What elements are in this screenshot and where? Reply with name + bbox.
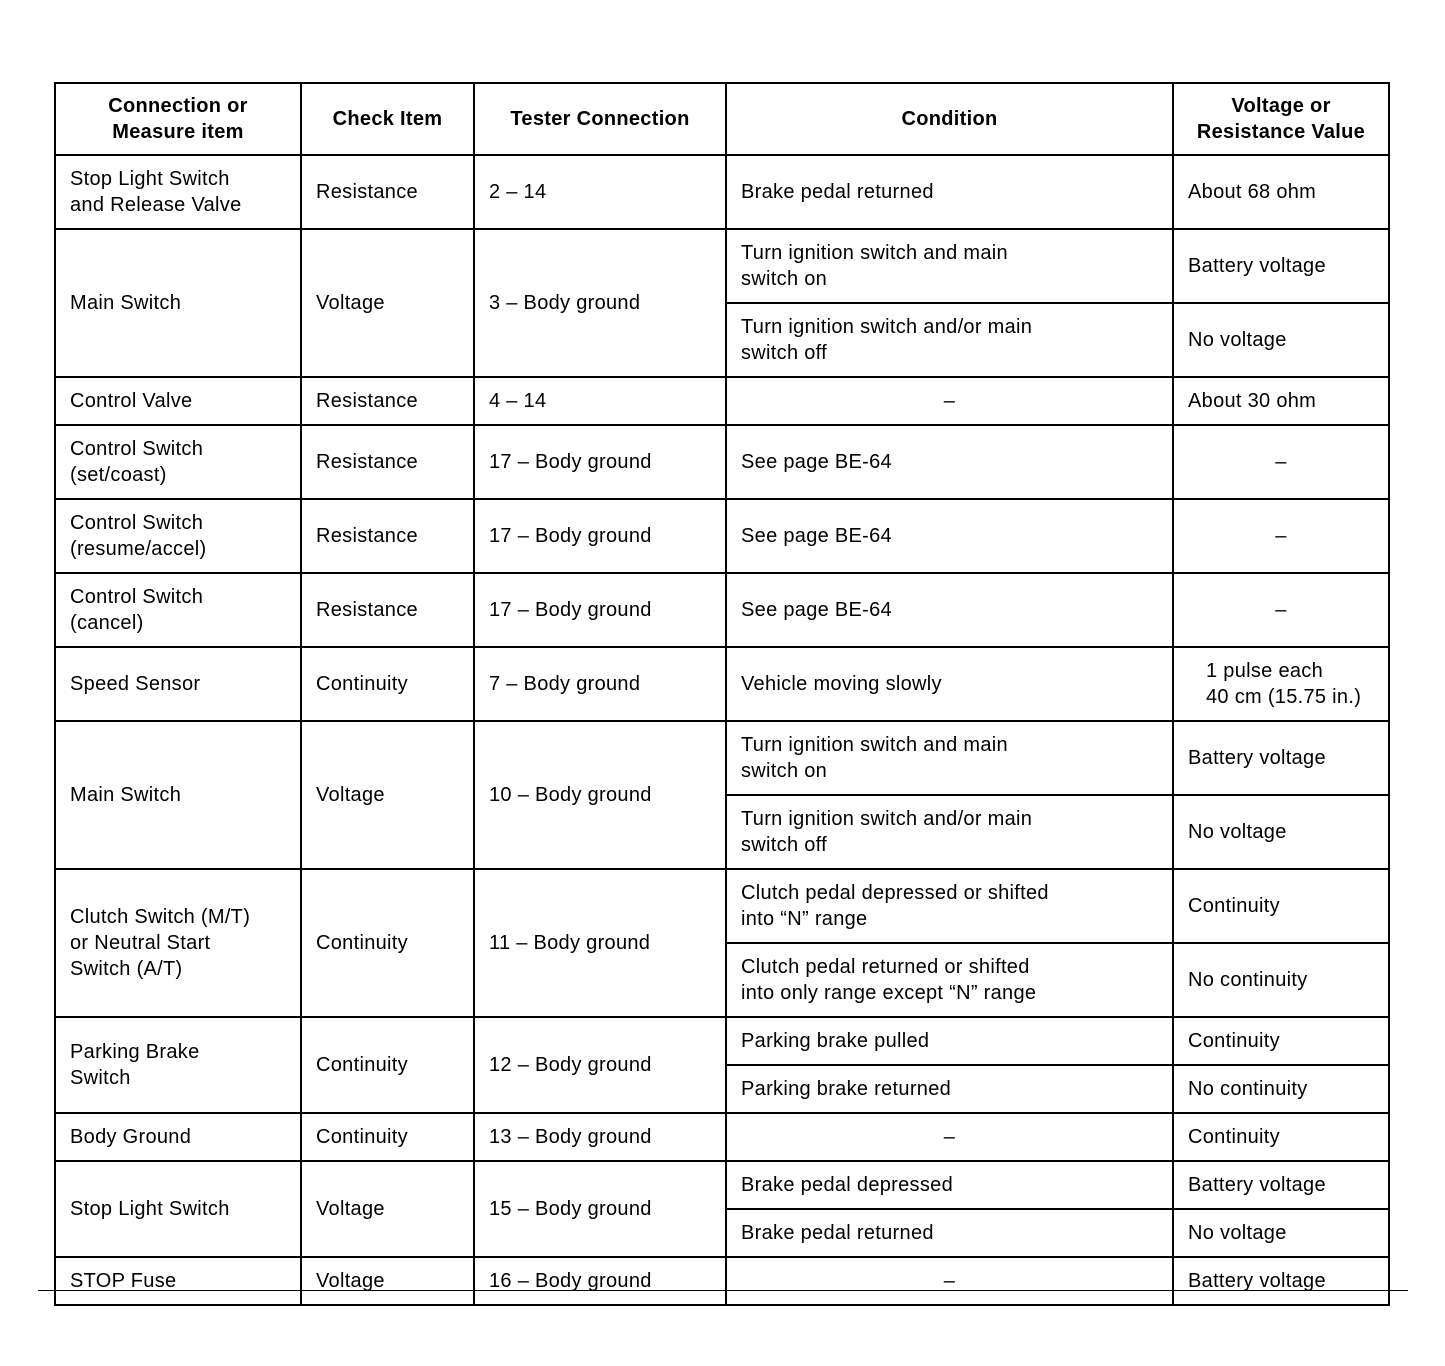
cell-value: – (1173, 425, 1389, 499)
header-row (55, 83, 1389, 155)
header-value: Voltage or Resistance Value (1173, 83, 1389, 155)
cell-condition: See page BE-64 (726, 425, 1173, 499)
cell-check: Voltage (301, 1161, 474, 1257)
bottom-rule (38, 1290, 1408, 1291)
cell-value: Battery voltage (1173, 1161, 1389, 1209)
cell-check: Resistance (301, 499, 474, 573)
cell-tester: 2 – 14 (474, 155, 726, 229)
cell-item: Main Switch (55, 229, 301, 377)
cell-item: STOP Fuse (55, 1257, 301, 1305)
cell-value: 1 pulse each 40 cm (15.75 in.) (1173, 647, 1389, 721)
cell-condition: – (726, 1257, 1173, 1305)
cell-condition: Vehicle moving slowly (726, 647, 1173, 721)
cell-value: No continuity (1173, 1065, 1389, 1113)
spec-table (54, 82, 1390, 1306)
cell-check: Continuity (301, 1113, 474, 1161)
cell-condition: See page BE-64 (726, 573, 1173, 647)
cell-value: Battery voltage (1173, 1257, 1389, 1305)
cell-condition: – (726, 377, 1173, 425)
header-connection-item: Connection or Measure item (55, 83, 301, 155)
cell-check: Continuity (301, 1017, 474, 1113)
cell-item: Control Switch (cancel) (55, 573, 301, 647)
table-row (55, 229, 1389, 303)
cell-check: Resistance (301, 377, 474, 425)
table-row (55, 721, 1389, 795)
cell-tester: 3 – Body ground (474, 229, 726, 377)
cell-item: Body Ground (55, 1113, 301, 1161)
cell-tester: 17 – Body ground (474, 499, 726, 573)
cell-tester: 11 – Body ground (474, 869, 726, 1017)
cell-item: Stop Light Switch (55, 1161, 301, 1257)
table-row (55, 155, 1389, 229)
cell-check: Continuity (301, 647, 474, 721)
cell-item: Main Switch (55, 721, 301, 869)
cell-check: Resistance (301, 155, 474, 229)
cell-condition: Brake pedal returned (726, 1209, 1173, 1257)
cell-tester: 17 – Body ground (474, 425, 726, 499)
cell-check: Voltage (301, 721, 474, 869)
cell-value: Battery voltage (1173, 721, 1389, 795)
cell-value: About 30 ohm (1173, 377, 1389, 425)
cell-condition: Brake pedal returned (726, 155, 1173, 229)
cell-value: Battery voltage (1173, 229, 1389, 303)
cell-item: Parking Brake Switch (55, 1017, 301, 1113)
table-row (55, 1113, 1389, 1161)
cell-condition: – (726, 1113, 1173, 1161)
cell-condition: Parking brake returned (726, 1065, 1173, 1113)
cell-condition: See page BE-64 (726, 499, 1173, 573)
cell-tester: 10 – Body ground (474, 721, 726, 869)
cell-value: No continuity (1173, 943, 1389, 1017)
header-condition: Condition (726, 83, 1173, 155)
header-check-item: Check Item (301, 83, 474, 155)
cell-check: Resistance (301, 573, 474, 647)
cell-value: Continuity (1173, 1017, 1389, 1065)
table-row (55, 377, 1389, 425)
table-row (55, 1161, 1389, 1209)
cell-item: Control Switch (set/coast) (55, 425, 301, 499)
cell-condition: Clutch pedal depressed or shifted into “N” range (726, 869, 1173, 943)
cell-value: No voltage (1173, 1209, 1389, 1257)
cell-value: – (1173, 573, 1389, 647)
table-row (55, 1257, 1389, 1305)
table-row (55, 499, 1389, 573)
cell-tester: 15 – Body ground (474, 1161, 726, 1257)
cell-condition: Turn ignition switch and/or main switch off (726, 303, 1173, 377)
table-row (55, 1017, 1389, 1065)
cell-item: Stop Light Switch and Release Valve (55, 155, 301, 229)
cell-condition: Brake pedal depressed (726, 1161, 1173, 1209)
table-row (55, 869, 1389, 943)
cell-value: No voltage (1173, 303, 1389, 377)
cell-item: Control Valve (55, 377, 301, 425)
cell-condition: Turn ignition switch and/or main switch off (726, 795, 1173, 869)
cell-tester: 4 – 14 (474, 377, 726, 425)
cell-check: Continuity (301, 869, 474, 1017)
cell-tester: 17 – Body ground (474, 573, 726, 647)
cell-tester: 13 – Body ground (474, 1113, 726, 1161)
cell-tester: 16 – Body ground (474, 1257, 726, 1305)
cell-item: Control Switch (resume/accel) (55, 499, 301, 573)
cell-condition: Turn ignition switch and main switch on (726, 721, 1173, 795)
cell-item: Speed Sensor (55, 647, 301, 721)
cell-check: Resistance (301, 425, 474, 499)
cell-value: Continuity (1173, 869, 1389, 943)
table-row (55, 647, 1389, 721)
table-row (55, 425, 1389, 499)
cell-tester: 7 – Body ground (474, 647, 726, 721)
header-tester-connection: Tester Connection (474, 83, 726, 155)
cell-tester: 12 – Body ground (474, 1017, 726, 1113)
cell-condition: Clutch pedal returned or shifted into only range except “N” range (726, 943, 1173, 1017)
cell-value: Continuity (1173, 1113, 1389, 1161)
cell-check: Voltage (301, 1257, 474, 1305)
spec-table-container (54, 82, 1388, 1306)
cell-condition: Parking brake pulled (726, 1017, 1173, 1065)
cell-value: No voltage (1173, 795, 1389, 869)
cell-item: Clutch Switch (M/T) or Neutral Start Switch (A/T) (55, 869, 301, 1017)
table-row (55, 573, 1389, 647)
cell-condition: Turn ignition switch and main switch on (726, 229, 1173, 303)
cell-value: – (1173, 499, 1389, 573)
cell-check: Voltage (301, 229, 474, 377)
cell-value: About 68 ohm (1173, 155, 1389, 229)
